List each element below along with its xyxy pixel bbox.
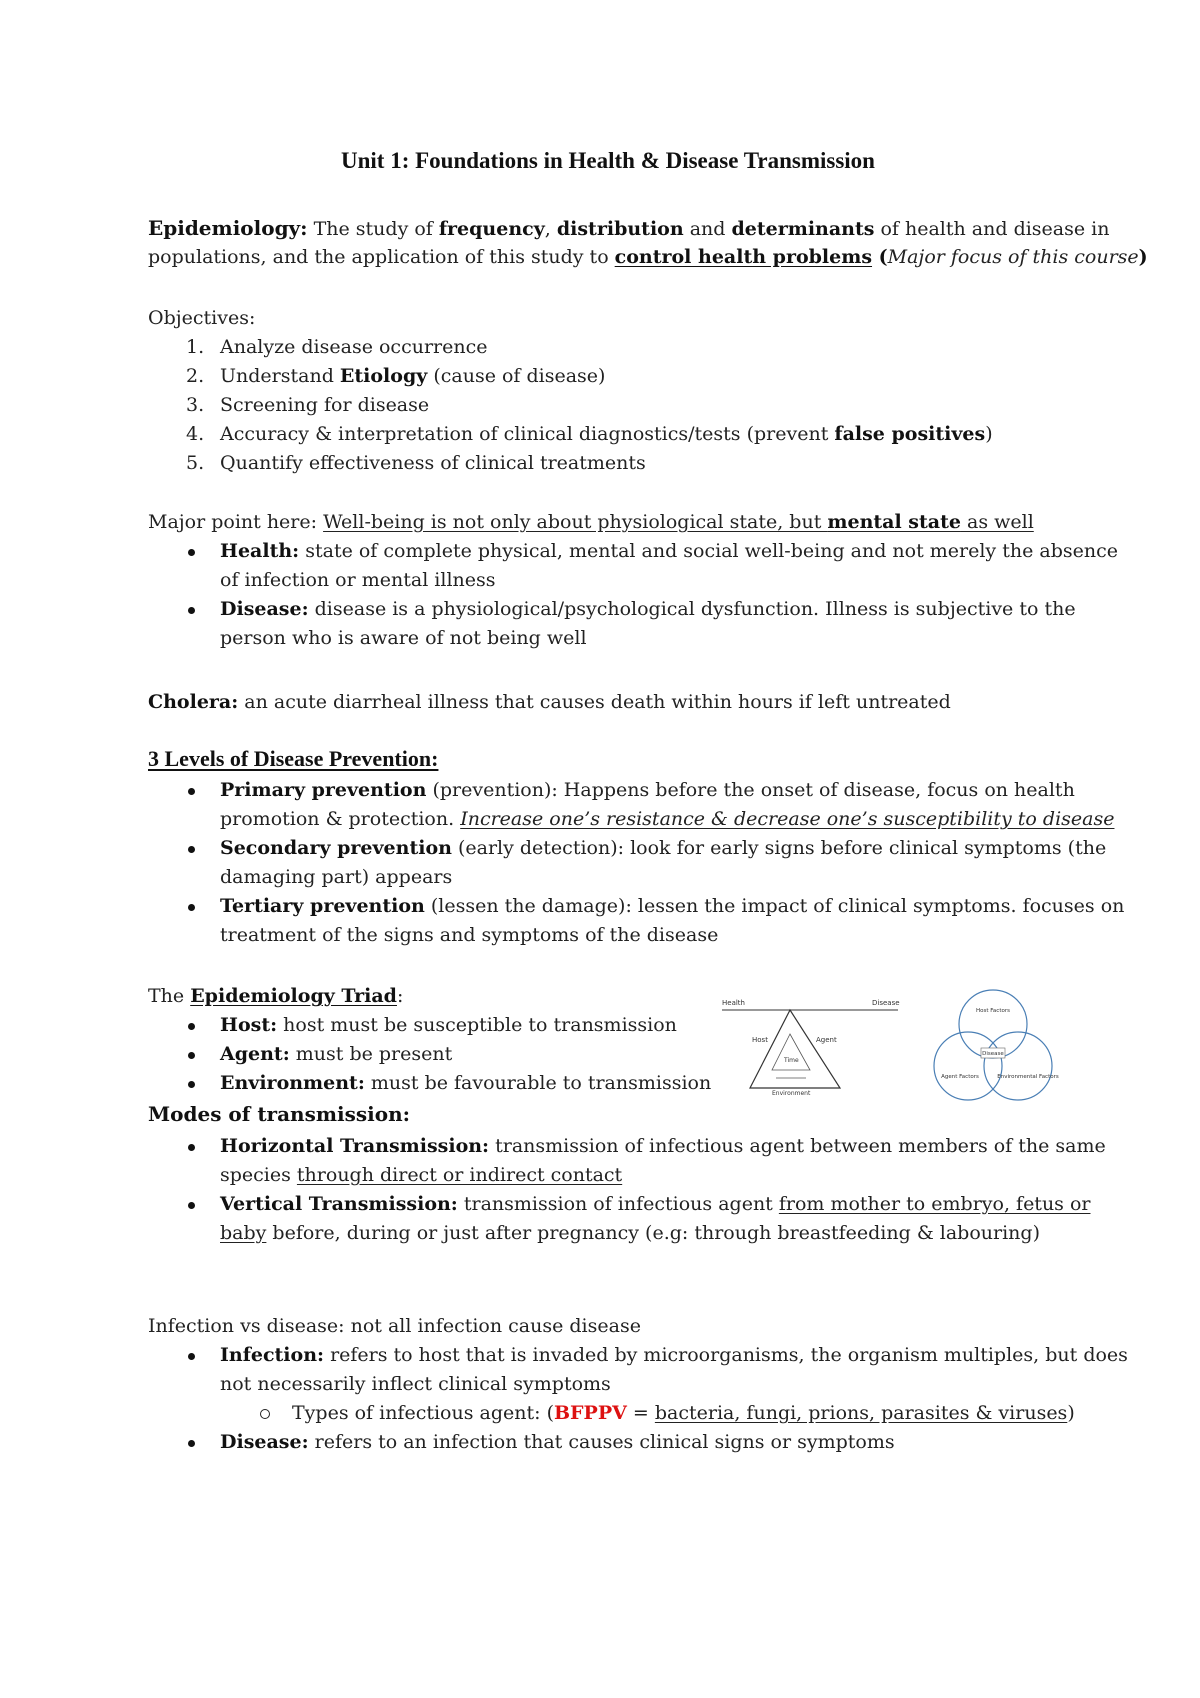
list-item: 5. Quantify effectiveness of clinical treatments bbox=[186, 452, 646, 474]
triad-section: The Epidemiology Triad: Host: host must be susceptible to transmission Agent: must be present Environment: must be favourable to transmission bbox=[148, 982, 1068, 1098]
bullet-icon bbox=[188, 549, 195, 556]
bullet-icon bbox=[188, 1081, 195, 1088]
fig-disease-label: Disease bbox=[872, 999, 900, 1007]
venn-host-label: Host Factors bbox=[976, 1008, 1010, 1014]
bullet-icon bbox=[188, 1144, 195, 1151]
bullet-item-disease: Disease: disease is a physiological/psychological dysfunction. Illness is subjective to the bbox=[148, 595, 1068, 624]
bullet-item-agent: Agent: must be present bbox=[148, 1040, 1068, 1069]
bullet-icon bbox=[188, 1440, 195, 1447]
list-item: 4. Accuracy & interpretation of clinical diagnostics/tests (prevent false positives) bbox=[186, 423, 993, 445]
triad-triangle-diagram bbox=[720, 992, 900, 1096]
bullet-icon bbox=[188, 607, 195, 614]
objectives-label: Objectives: bbox=[148, 307, 256, 329]
venn-center-label: Disease bbox=[982, 1051, 1004, 1057]
hollow-bullet-icon bbox=[260, 1409, 270, 1419]
bullet-icon bbox=[188, 1052, 195, 1059]
bullet-item-horizontal: Horizontal Transmission: transmission of infectious agent between members of the same bbox=[148, 1132, 1068, 1161]
bullet-item-infection: Infection: refers to host that is invaded by microorganisms, the organism multiples, but does bbox=[148, 1341, 1068, 1370]
page-title: Unit 1: Foundations in Health & Disease Transmission bbox=[341, 148, 875, 173]
venn-agent-label: Agent Factors bbox=[941, 1074, 979, 1080]
fig-agent-label: Agent bbox=[816, 1036, 837, 1044]
fig-host-label: Host bbox=[752, 1036, 768, 1044]
epidemiology-definition: Epidemiology: The study of frequency, distribution and determinants of health and disease in populations, and the application of this study to control health problems (Major focus of this course) bbox=[148, 216, 1148, 268]
modes-heading: Modes of transmission: bbox=[148, 1102, 410, 1126]
epidemiology-term: Epidemiology: bbox=[148, 216, 308, 240]
venn-environment-label: Environmental Factors bbox=[997, 1074, 1059, 1080]
objectives-section bbox=[148, 304, 1068, 478]
list-item: 3. Screening for disease bbox=[186, 394, 430, 416]
bullet-item-health: Health: state of complete physical, mental and social well-being and not merely the absence bbox=[148, 537, 1068, 566]
bullet-icon bbox=[188, 1353, 195, 1360]
prevention-heading: 3 Levels of Disease Prevention: bbox=[148, 746, 439, 771]
cholera-definition: Cholera: an acute diarrheal illness that causes death within hours if left untreated bbox=[148, 691, 951, 713]
triad-venn-diagram bbox=[918, 982, 1068, 1110]
fig-inner-label: Time bbox=[784, 1057, 799, 1064]
infection-section: Infection vs disease: not all infection cause disease Infection: refers to host that is invaded by microorganisms, the organism multiples, but does not necessarily inflect clinical symptoms Types of infectious agent: (BFPPV = bacteria, fungi, prions, parasites & viruses) Disease: refers to an infection that causes clinical signs or symptoms bbox=[148, 1312, 1068, 1457]
bullet-icon bbox=[188, 904, 195, 911]
bullet-item-vertical: Vertical Transmission: transmission of infectious agent from mother to embryo, fetus or bbox=[148, 1190, 1068, 1219]
major-point-section: Major point here: Well-being is not only about physiological state, but mental state as well Health: state of complete physical, mental and social well-being and not merely the absence of infection or mental illness Disease: disease is a physiological/psychological dysfunction. Illness is subjective to the person who is aware of not being well bbox=[148, 511, 1118, 649]
bullet-item-tertiary: Tertiary prevention (lessen the damage): lessen the impact of clinical symptoms. focuses on bbox=[148, 892, 1068, 921]
bullet-item-primary: Primary prevention (prevention): Happens before the onset of disease, focus on health bbox=[148, 776, 1068, 805]
bullet-item-disease-def: Disease: refers to an infection that causes clinical signs or symptoms bbox=[148, 1428, 1068, 1457]
bullet-item-environment: Environment: must be favourable to transmission bbox=[148, 1069, 1068, 1098]
fig-environment-label: Environment bbox=[772, 1090, 811, 1096]
list-item: 2. Understand Etiology (cause of disease) bbox=[186, 365, 606, 387]
prevention-section: 3 Levels of Disease Prevention: Primary prevention (prevention): Happens before the onset of disease, focus on health promotion & protection. Increase one’s resistance & decrease one’s susceptibility to disease Secondary prevention (early detection): look for early signs before clinical symptoms (the damaging part) appears Tertiary prevention (lessen the damage): lessen the impact of clinical symptoms. focuses on treatment of the signs and symptoms of the disease bbox=[148, 746, 1125, 946]
control-health-problems: control health problems bbox=[614, 246, 873, 268]
sub-bullet-item-types: Types of infectious agent: (BFPPV = bacteria, fungi, prions, parasites & viruses) bbox=[148, 1399, 1068, 1428]
bullet-item-host: Host: host must be susceptible to transmission bbox=[148, 1011, 1068, 1040]
bullet-icon bbox=[188, 846, 195, 853]
bullet-icon bbox=[188, 1202, 195, 1209]
fig-health-label: Health bbox=[722, 999, 745, 1007]
list-item: 1. Analyze disease occurrence bbox=[186, 336, 488, 358]
bullet-icon bbox=[188, 1023, 195, 1030]
modes-section: Modes of transmission: Horizontal Transmission: transmission of infectious agent between members of the same species through direct or indirect contact Vertical Transmission: transmission of infectious agent from mother to embryo, fetus or baby before, during or just after pregnancy (e.g: through breastfeeding & labouring) bbox=[148, 1102, 1106, 1244]
bullet-icon bbox=[188, 788, 195, 795]
bullet-item-secondary: Secondary prevention (early detection): look for early signs before clinical symptoms (the bbox=[148, 834, 1068, 863]
